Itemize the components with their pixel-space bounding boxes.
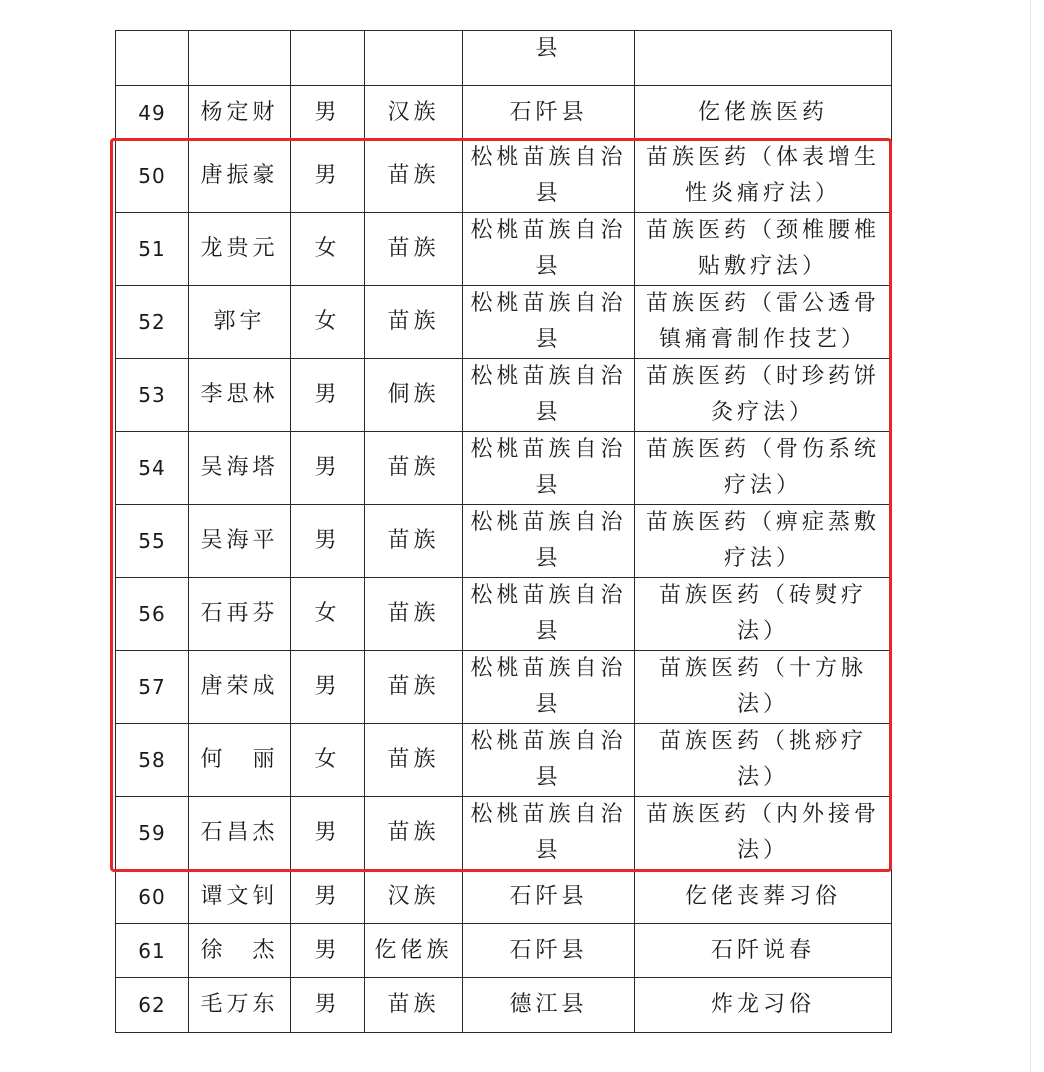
- cell-region: [463, 651, 635, 724]
- cell-ethnicity: [365, 286, 463, 359]
- cell-name-text: 龙贵元: [200, 236, 279, 261]
- cell-region-text: 松桃苗族自治县: [470, 510, 627, 571]
- cell-name: [189, 31, 291, 86]
- table-row: [116, 286, 892, 359]
- cell-region: [463, 797, 635, 870]
- cell-name: [189, 213, 291, 286]
- cell-gender-text: 男: [314, 883, 341, 909]
- cell-index-text: 49: [138, 100, 166, 125]
- cell-gender: [291, 31, 365, 86]
- cell-ethnicity-text: 汉族: [387, 99, 440, 125]
- cell-gender: [291, 924, 365, 978]
- cell-gender-text: 女: [314, 747, 341, 772]
- cell-project-text: 苗族医药（骨伤系统疗法）: [645, 437, 880, 498]
- cell-region: [463, 432, 635, 505]
- cell-name-text: 唐振豪: [200, 163, 279, 188]
- cell-gender: [291, 432, 365, 505]
- cell-ethnicity: [365, 359, 463, 432]
- cell-gender: [291, 651, 365, 724]
- cell-region-text: 石阡县: [509, 99, 588, 125]
- cell-project-text: 苗族医药（砖熨疗法）: [658, 583, 867, 644]
- cell-name: [189, 870, 291, 924]
- cell-ethnicity-text: 苗族: [387, 601, 440, 626]
- cell-name-text: 石昌杰: [200, 820, 279, 845]
- cell-project: [635, 505, 892, 578]
- cell-project-text: 苗族医药（体表增生性炎痛疗法）: [645, 145, 880, 206]
- cell-region-text: 石阡县: [509, 883, 588, 909]
- table-row: [116, 359, 892, 432]
- cell-project-text: 石阡说春: [710, 937, 815, 963]
- cell-ethnicity: [365, 31, 463, 86]
- cell-region-text: 松桃苗族自治县: [470, 656, 627, 717]
- cell-project-text: 苗族医药（内外接骨法）: [645, 802, 880, 863]
- cell-ethnicity-text: 汉族: [387, 883, 440, 909]
- cell-name-text: 吴海塔: [200, 455, 279, 480]
- cell-ethnicity-text: 苗族: [387, 674, 440, 699]
- cell-region-text: 松桃苗族自治县: [470, 218, 627, 279]
- cell-index-text: 54: [138, 456, 166, 480]
- cell-gender-text: 男: [314, 99, 341, 125]
- cell-region: [463, 213, 635, 286]
- cell-gender: [291, 797, 365, 870]
- table-row: [116, 213, 892, 286]
- cell-ethnicity-text: 仡佬族: [374, 937, 453, 963]
- cell-gender: [291, 870, 365, 924]
- cell-region-text: 松桃苗族自治县: [470, 145, 627, 206]
- cell-gender-text: 男: [314, 937, 341, 963]
- cell-project-text: 仡佬丧葬习俗: [684, 883, 841, 909]
- table-row: [116, 797, 892, 870]
- cell-ethnicity-text: 侗族: [387, 382, 440, 407]
- cell-index: [116, 31, 189, 86]
- cell-ethnicity: [365, 432, 463, 505]
- cell-region: [463, 724, 635, 797]
- table-row: [116, 924, 892, 978]
- cell-project: [635, 432, 892, 505]
- cell-ethnicity: [365, 870, 463, 924]
- cell-project-text: 仡佬族医药: [697, 99, 828, 125]
- cell-index-text: 53: [138, 383, 166, 407]
- cell-name: [189, 86, 291, 140]
- cell-gender-text: 男: [314, 455, 341, 480]
- cell-name-text: 何 丽: [200, 747, 279, 772]
- table-body: [116, 31, 892, 1033]
- cell-ethnicity: [365, 797, 463, 870]
- cell-region-text: 松桃苗族自治县: [470, 802, 627, 863]
- page-edge: [1030, 0, 1031, 1072]
- cell-gender-text: 男: [314, 674, 341, 699]
- cell-index: [116, 978, 189, 1033]
- cell-region-text: 松桃苗族自治县: [470, 729, 627, 790]
- cell-ethnicity-text: 苗族: [387, 309, 440, 334]
- cell-name: [189, 140, 291, 213]
- cell-gender: [291, 213, 365, 286]
- cell-gender-text: 男: [314, 382, 341, 407]
- cell-name: [189, 797, 291, 870]
- cell-name: [189, 978, 291, 1033]
- cell-name: [189, 359, 291, 432]
- cell-gender: [291, 724, 365, 797]
- table-row: [116, 86, 892, 140]
- cell-project-text: 炸龙习俗: [710, 992, 815, 1017]
- cell-gender: [291, 978, 365, 1033]
- cell-region-text: 县: [535, 36, 562, 61]
- table-row: [116, 140, 892, 213]
- cell-gender-text: 女: [314, 236, 341, 261]
- cell-name: [189, 924, 291, 978]
- cell-project-text: 苗族医药（时珍药饼灸疗法）: [645, 364, 880, 425]
- cell-region: [463, 505, 635, 578]
- cell-ethnicity: [365, 724, 463, 797]
- cell-ethnicity: [365, 505, 463, 578]
- cell-gender: [291, 86, 365, 140]
- cell-project-text: 苗族医药（颈椎腰椎贴敷疗法）: [645, 218, 880, 279]
- cell-name-text: 唐荣成: [200, 674, 279, 699]
- cell-name-text: 郭宇: [213, 309, 266, 334]
- cell-gender-text: 女: [314, 601, 341, 626]
- cell-project: [635, 797, 892, 870]
- table-row: [116, 651, 892, 724]
- cell-ethnicity-text: 苗族: [387, 528, 440, 553]
- table-row: [116, 870, 892, 924]
- cell-region-text: 石阡县: [509, 937, 588, 963]
- cell-region-text: 松桃苗族自治县: [470, 583, 627, 644]
- cell-ethnicity-text: 苗族: [387, 820, 440, 845]
- cell-project: [635, 724, 892, 797]
- table-row: [116, 505, 892, 578]
- cell-region: [463, 978, 635, 1033]
- cell-index-text: 56: [138, 602, 166, 626]
- cell-index-text: 55: [138, 529, 166, 553]
- cell-project: [635, 359, 892, 432]
- cell-index: [116, 505, 189, 578]
- cell-index: [116, 578, 189, 651]
- cell-gender-text: 男: [314, 820, 341, 845]
- cell-ethnicity: [365, 213, 463, 286]
- cell-gender: [291, 578, 365, 651]
- cell-ethnicity-text: 苗族: [387, 992, 440, 1017]
- cell-index: [116, 86, 189, 140]
- cell-project: [635, 31, 892, 86]
- cell-project: [635, 578, 892, 651]
- cell-index-text: 50: [138, 164, 166, 188]
- cell-index-text: 59: [138, 821, 166, 845]
- cell-index-text: 57: [138, 675, 166, 699]
- cell-project-text: 苗族医药（雷公透骨镇痛膏制作技艺）: [645, 291, 880, 352]
- cell-project: [635, 140, 892, 213]
- inheritor-table: [115, 30, 892, 1033]
- cell-index: [116, 140, 189, 213]
- cell-region: [463, 86, 635, 140]
- cell-name: [189, 505, 291, 578]
- cell-index: [116, 213, 189, 286]
- cell-index: [116, 359, 189, 432]
- cell-ethnicity: [365, 924, 463, 978]
- cell-region-text: 松桃苗族自治县: [470, 437, 627, 498]
- cell-ethnicity-text: 苗族: [387, 163, 440, 188]
- cell-index-text: 52: [138, 310, 166, 334]
- cell-name-text: 谭文钊: [200, 883, 279, 909]
- cell-region-text: 松桃苗族自治县: [470, 291, 627, 352]
- cell-index-text: 58: [138, 748, 166, 772]
- cell-gender-text: 男: [314, 992, 341, 1017]
- table-row: [116, 578, 892, 651]
- cell-project: [635, 213, 892, 286]
- cell-index-text: 62: [138, 993, 166, 1017]
- cell-index-text: 60: [138, 884, 166, 909]
- cell-name-text: 徐 杰: [200, 937, 279, 963]
- cell-project: [635, 924, 892, 978]
- cell-region: [463, 359, 635, 432]
- cell-index: [116, 651, 189, 724]
- cell-name: [189, 651, 291, 724]
- cell-index: [116, 870, 189, 924]
- cell-region: [463, 31, 635, 86]
- cell-region: [463, 870, 635, 924]
- cell-gender-text: 男: [314, 163, 341, 188]
- table-row: [116, 724, 892, 797]
- cell-name-text: 石再芬: [200, 601, 279, 626]
- cell-name-text: 李思林: [200, 382, 279, 407]
- cell-index: [116, 432, 189, 505]
- cell-gender: [291, 286, 365, 359]
- cell-gender: [291, 359, 365, 432]
- table-row: [116, 432, 892, 505]
- cell-region: [463, 924, 635, 978]
- cell-region: [463, 578, 635, 651]
- cell-ethnicity-text: 苗族: [387, 236, 440, 261]
- cell-name: [189, 578, 291, 651]
- cell-index-text: 61: [138, 938, 166, 963]
- cell-project: [635, 286, 892, 359]
- cell-region: [463, 286, 635, 359]
- cell-ethnicity: [365, 86, 463, 140]
- cell-project: [635, 651, 892, 724]
- cell-gender-text: 男: [314, 528, 341, 553]
- cell-name-text: 吴海平: [200, 528, 279, 553]
- cell-ethnicity: [365, 651, 463, 724]
- cell-project-text: 苗族医药（十方脉法）: [658, 656, 867, 717]
- cell-ethnicity: [365, 978, 463, 1033]
- cell-project-text: 苗族医药（挑痧疗法）: [658, 729, 867, 790]
- cell-project-text: 苗族医药（痹症蒸敷疗法）: [645, 510, 880, 571]
- cell-name: [189, 432, 291, 505]
- cell-index: [116, 797, 189, 870]
- cell-index-text: 51: [138, 237, 166, 261]
- cell-ethnicity-text: 苗族: [387, 747, 440, 772]
- table-row: [116, 31, 892, 86]
- cell-project: [635, 86, 892, 140]
- cell-name-text: 杨定财: [200, 99, 279, 125]
- cell-gender: [291, 140, 365, 213]
- cell-gender: [291, 505, 365, 578]
- cell-region-text: 德江县: [509, 992, 588, 1017]
- cell-name: [189, 286, 291, 359]
- cell-gender-text: 女: [314, 309, 341, 334]
- cell-project: [635, 870, 892, 924]
- cell-ethnicity-text: 苗族: [387, 455, 440, 480]
- cell-project: [635, 978, 892, 1033]
- cell-name: [189, 724, 291, 797]
- cell-index: [116, 286, 189, 359]
- cell-region: [463, 140, 635, 213]
- cell-index: [116, 724, 189, 797]
- cell-name-text: 毛万东: [200, 992, 279, 1017]
- cell-index: [116, 924, 189, 978]
- cell-region-text: 松桃苗族自治县: [470, 364, 627, 425]
- cell-ethnicity: [365, 140, 463, 213]
- cell-ethnicity: [365, 578, 463, 651]
- table-row: [116, 978, 892, 1033]
